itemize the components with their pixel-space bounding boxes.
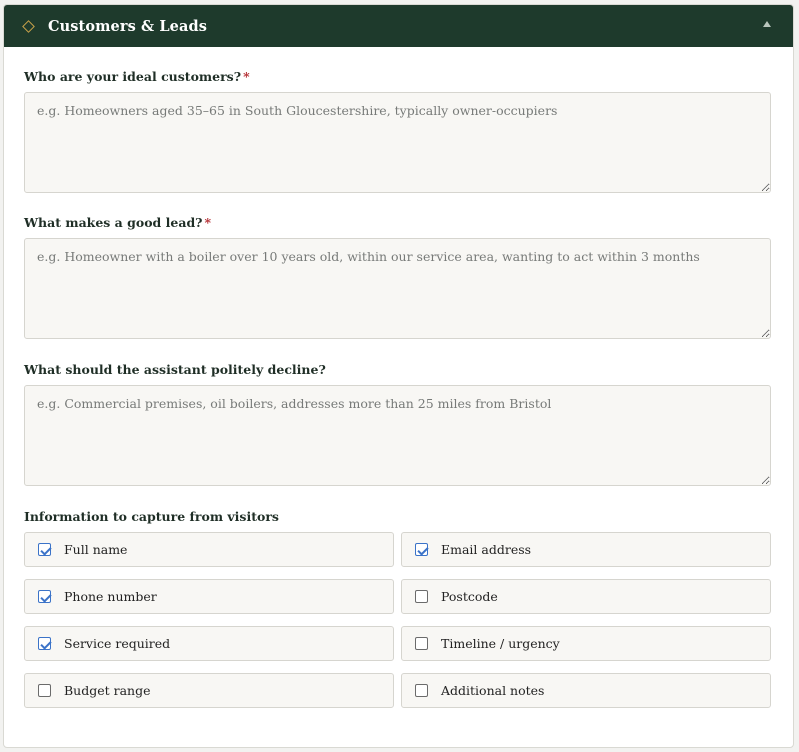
ideal-customers-textarea[interactable] <box>24 92 771 193</box>
checkbox-icon[interactable] <box>415 684 428 697</box>
option-full-name[interactable] <box>24 532 394 567</box>
decline-field <box>24 362 773 486</box>
capture-options-grid <box>24 532 773 708</box>
checkbox-icon[interactable] <box>38 684 51 697</box>
checkbox-icon[interactable] <box>38 590 51 603</box>
diamond-icon <box>22 20 35 33</box>
checkbox-icon[interactable] <box>415 637 428 650</box>
option-label: Additional notes <box>441 683 545 698</box>
customers-leads-panel <box>3 4 794 748</box>
option-service-required[interactable] <box>24 626 394 661</box>
option-label: Postcode <box>441 589 498 604</box>
good-lead-label: What makes a good lead? * <box>24 215 212 230</box>
checkbox-icon[interactable] <box>415 543 428 556</box>
option-email-address[interactable] <box>401 532 771 567</box>
option-budget-range[interactable] <box>24 673 394 708</box>
required-asterisk: * <box>243 69 250 84</box>
option-postcode[interactable] <box>401 579 771 614</box>
ideal-customers-label: Who are your ideal customers? * <box>24 69 250 84</box>
decline-label: What should the assistant politely decline? <box>24 362 326 377</box>
option-label: Budget range <box>64 683 151 698</box>
option-label: Service required <box>64 636 171 651</box>
collapse-chevron-up-icon[interactable] <box>763 21 771 27</box>
capture-section <box>24 509 773 708</box>
option-label: Timeline / urgency <box>441 636 560 651</box>
option-phone-number[interactable] <box>24 579 394 614</box>
decline-textarea[interactable] <box>24 385 771 486</box>
good-lead-field <box>24 215 773 339</box>
panel-title: Customers & Leads <box>48 17 207 35</box>
required-asterisk: * <box>204 215 212 230</box>
checkbox-icon[interactable] <box>38 637 51 650</box>
ideal-customers-field <box>24 69 773 193</box>
checkbox-icon[interactable] <box>415 590 428 603</box>
panel-header[interactable] <box>4 5 793 47</box>
capture-label: Information to capture from visitors <box>24 509 279 524</box>
option-timeline-urgency[interactable] <box>401 626 771 661</box>
option-additional-notes[interactable] <box>401 673 771 708</box>
option-label: Full name <box>64 542 128 557</box>
panel-body <box>4 69 793 708</box>
option-label: Email address <box>441 542 532 557</box>
checkbox-icon[interactable] <box>38 543 51 556</box>
good-lead-textarea[interactable] <box>24 238 771 339</box>
option-label: Phone number <box>64 589 157 604</box>
